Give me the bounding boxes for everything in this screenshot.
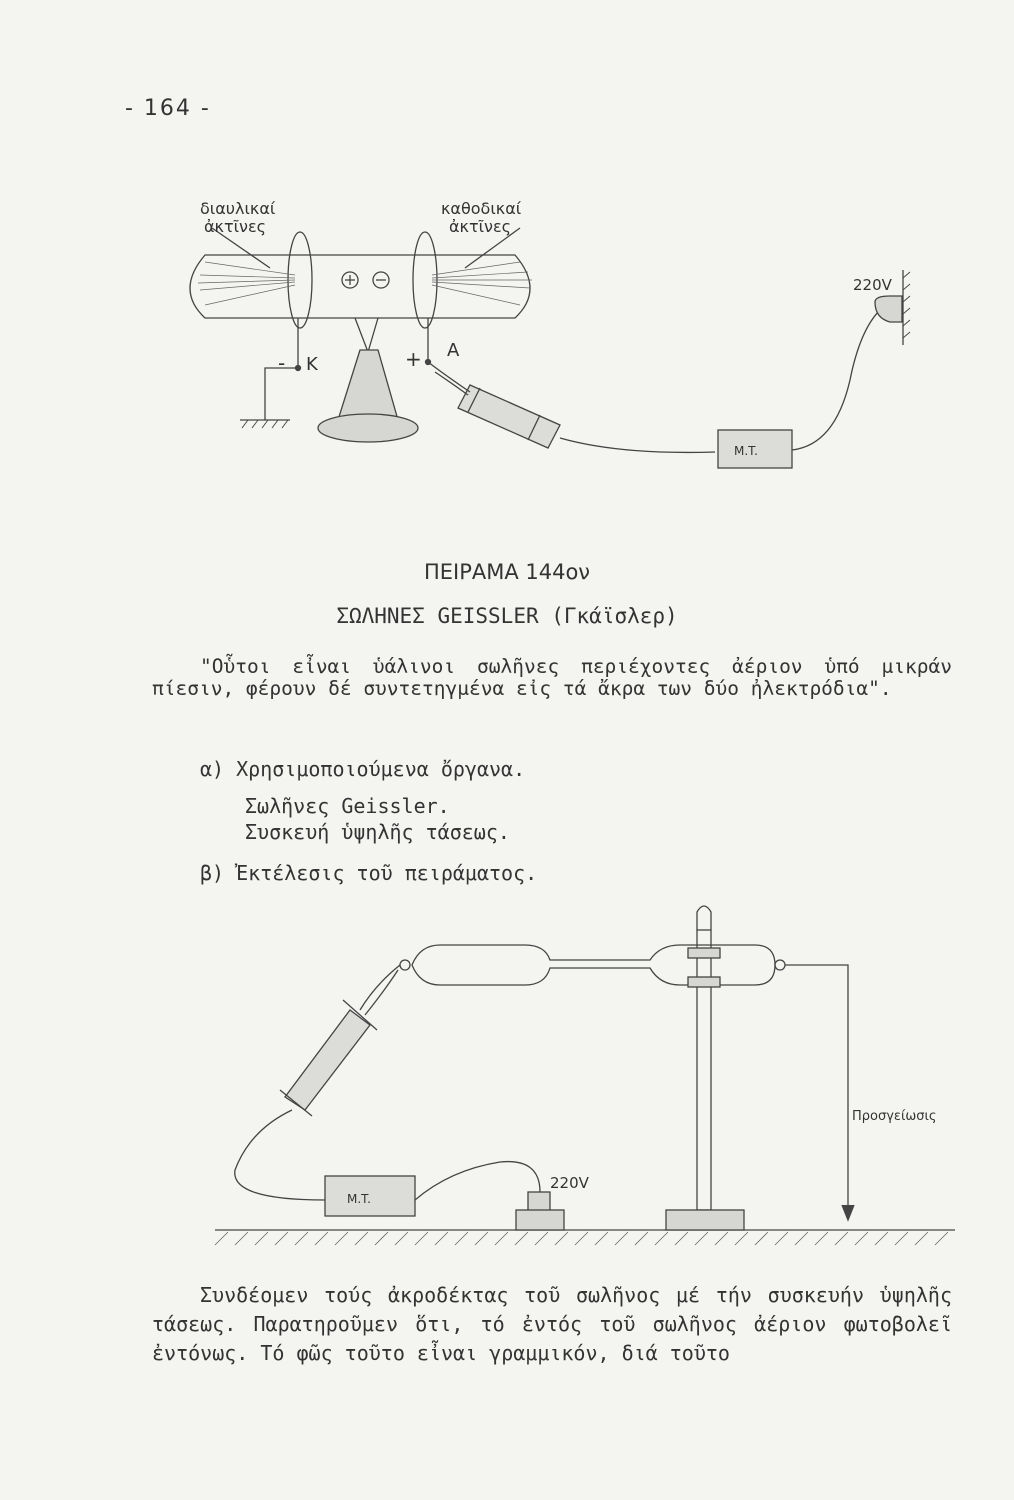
cathode-label: K (306, 354, 318, 375)
retort-stand (666, 906, 744, 1230)
voltage-label: 220V (550, 1174, 589, 1192)
figure-geissler-setup (0, 890, 1014, 1260)
support-label: Προσγείωσις (852, 1109, 937, 1124)
label-canal-rays-2: ἀκτῖνες (204, 217, 266, 236)
closing-text: Συνδέομεν τούς ἀκροδέκτας τοῦ σωλῆνος μέ τήν συσκευήν ὑψηλῆς τάσεως. Παρατηροῦμεν ὅτι, τό ἐντός τοῦ σωλῆνος ἀέριον φωτοβολεῖ ἐντόνως. Τό φῶς τοῦτο εἶναι γραμμικόν, διά τοῦτο (152, 1283, 952, 1365)
section-a-item-1: Σωλῆνες Geissler. (245, 794, 450, 818)
canal-rays (198, 262, 295, 305)
figure-cathode-ray-tube (0, 0, 1014, 520)
coil-label: M.T. (734, 444, 758, 458)
experiment-title: ΠΕΙΡΑΜΑ 144ον (423, 560, 591, 584)
section-a-heading: α) Χρησιμοποιούμενα ὄργανα. (200, 757, 526, 781)
anode-label: A (447, 340, 460, 361)
section-b-heading: β) Ἐκτέλεσις τοῦ πειράματος. (200, 861, 538, 885)
label-cathode-rays-1: καθοδικαί (441, 199, 522, 218)
section-a-item-2: Συσκευή ὑψηλῆς τάσεως. (245, 820, 510, 844)
cathode-rays (432, 262, 532, 305)
intro-quote: "Οὗτοι εἶναι ὑάλινοι σωλῆνες περιέχοντες ἀέριον ὑπό μικράν πίεσιν, φέρουν δέ συντετηγμένα εἰς τά ἄκρα των δύο ἠλεκτρόδια". (152, 655, 952, 700)
wall-socket (516, 1210, 564, 1230)
minus-sign: - (278, 351, 286, 375)
plus-sign: + (405, 347, 422, 371)
geissler-tube (400, 945, 785, 985)
page-number: - 164 - (125, 96, 211, 121)
coil-label: M.T. (347, 1192, 371, 1206)
label-cathode-rays-2: ἀκτῖνες (449, 217, 511, 236)
experiment-subject: ΣΩΛΗΝΕΣ GEISSLER (Γκάϊσλερ) (336, 604, 678, 628)
induction-coil (280, 1000, 377, 1116)
voltage-label: 220V (853, 276, 892, 294)
induction-coil (458, 385, 560, 448)
label-canal-rays-1: διαυλικαί (200, 199, 276, 218)
tube-stand (338, 350, 398, 420)
wall-socket (875, 296, 902, 322)
